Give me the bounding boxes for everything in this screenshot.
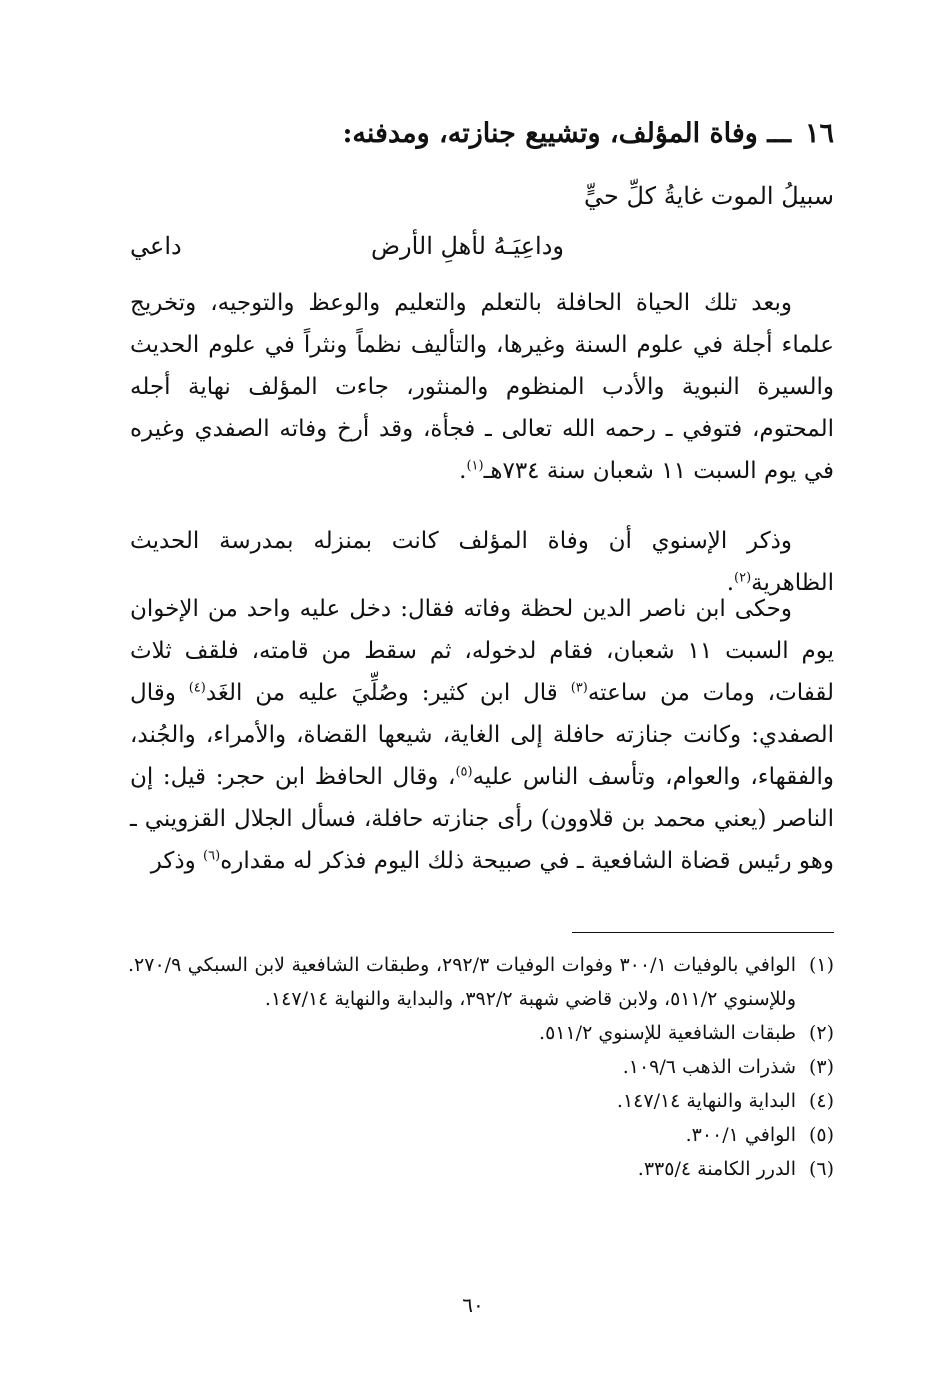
paragraph-3-text-d: ، وقال الحافظ ابن حجر: قيل: إن الناصر (يعني محمد بن قلاوون) رأى جنازته حافلة، فسأل الجلال القزويني ـ وهو رئيس قضاة الشافعية ـ في صبيحة ذلك اليوم فذكر له مقداره: [130, 764, 834, 874]
paragraph-1-text: وبعد تلك الحياة الحافلة بالتعلم والتعليم والوعظ والتوجيه، وتخريج علماء أجلة في علوم السنة وغيرها، والتأليف نظماً ونثراً في علوم الحديث والسيرة النبوية والأدب المنظوم والمنثور، جاءت المؤلف نهاية أجله المحتوم، فتوفي ـ رحمه الله تعالى ـ فجأة، وقد أرخ وفاته الصفدي وغيره في يوم السبت ١١ شعبان سنة ٧٣٤هـ: [130, 290, 834, 484]
page-number: ٦٠: [462, 1293, 484, 1317]
footnote-item: [128, 1084, 834, 1118]
footnote-ref-1: (١): [466, 458, 484, 474]
footnote-ref-6: (٦): [203, 848, 221, 864]
paragraph-3-text-e: وذكر: [150, 848, 204, 874]
footnote-number: (٢): [808, 1022, 834, 1044]
footnote-item: [128, 1152, 834, 1186]
footnote-number: (٥): [808, 1124, 834, 1146]
verse-line-2-first-half: وداعِيَـهُ لأهلِ الأرض: [370, 232, 564, 260]
footnote-divider: [572, 932, 834, 933]
footnote-text: الوافي بالوفيات ٣٠٠/١ وفوات الوفيات ٢٩٢/٣، وطبقات الشافعية لابن السبكي ٢٧٠/٩. وللإسنوي ٥١١/٢، ولابن قاضي شهبة ٣٩٢/٢، والبداية والنهاية ١٤٧/١٤.: [128, 954, 796, 1010]
footnote-number: (٦): [808, 1158, 834, 1180]
paragraph-3-text-c: وقال الصفدي: وكانت جنازته حافلة إلى الغاية، شيعها القضاة، والأمراء، والجُند، والفقهاء، والعوام، وتأسف الناس عليه: [130, 680, 834, 790]
footnote-text: الوافي ٣٠٠/١.: [685, 1124, 796, 1146]
verse-line-1: [130, 176, 834, 216]
section-number: ١٦: [804, 118, 834, 149]
section-heading: [112, 112, 834, 156]
verse-line-2-second-half: داعي: [130, 232, 182, 260]
footnote-number: (٣): [808, 1056, 834, 1078]
footnote-item: [128, 948, 834, 1016]
footnote-ref-3: (٣): [570, 680, 588, 696]
footnote-ref-5: (٥): [455, 764, 473, 780]
footnote-item: [128, 1050, 834, 1084]
footnote-item: [128, 1118, 834, 1152]
footnote-number: (٤): [808, 1090, 834, 1112]
section-title: وفاة المؤلف، وتشييع جنازته، ومدفنه:: [342, 118, 758, 149]
footnote-text: الدرر الكامنة ٣٣٥/٤.: [637, 1158, 796, 1180]
paragraph-funeral-account: [130, 588, 834, 882]
section-separator: ـــ: [767, 118, 791, 149]
footnote-ref-4: (٤): [188, 680, 206, 696]
paragraph-1-end: .: [459, 458, 467, 484]
footnote-ref-2: (٢): [734, 570, 752, 586]
paragraph-2-end: .: [726, 570, 735, 596]
footnote-text: البداية والنهاية ١٤٧/١٤.: [616, 1090, 796, 1112]
footnote-text: شذرات الذهب ١٠٩/٦.: [622, 1056, 796, 1078]
verse-line-1-text: سبيلُ الموت غايةُ كلِّ حيٍّ: [584, 182, 834, 210]
verse-line-2: [130, 226, 834, 266]
footnotes-list: [128, 948, 834, 1186]
paragraph-death-date: [130, 282, 834, 492]
paragraph-3-text-a: وحكى ابن ناصر الدين لحظة وفاته فقال: دخل عليه واحد من الإخوان يوم السبت ١١ شعبان، فقام لدخوله، ثم سقط من قامته، فلقف ثلاث لقفات، ومات من ساعته: [130, 596, 835, 706]
paragraph-3-text-b: قال ابن كثير: وصُلِّيَ عليه من الغَد: [205, 680, 571, 706]
paragraph-2-text: وذكر الإسنوي أن وفاة المؤلف كانت بمنزله بمدرسة الحديث الظاهرية: [130, 528, 834, 596]
footnote-item: [128, 1016, 834, 1050]
footnote-number: (١): [808, 954, 834, 976]
footnote-text: طبقات الشافعية للإسنوي ٥١١/٢.: [539, 1022, 796, 1044]
